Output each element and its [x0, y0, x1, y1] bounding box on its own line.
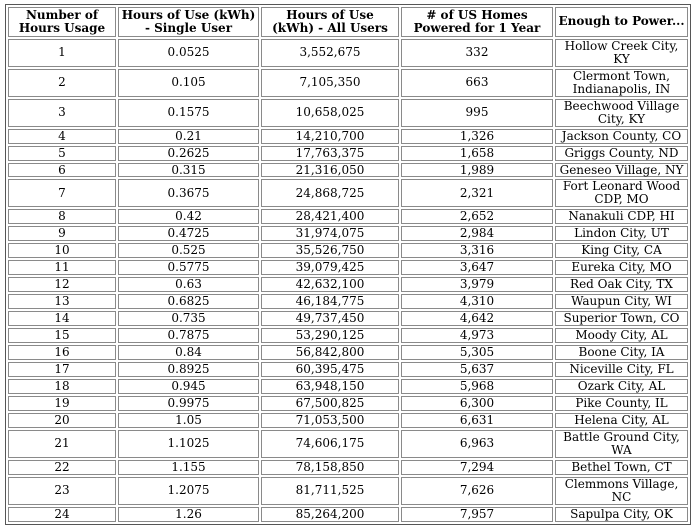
table-body [8, 39, 688, 522]
table-cell: 24,868,725 [261, 179, 399, 207]
table-cell: 6,631 [401, 413, 553, 428]
table-cell: 24 [8, 507, 116, 522]
table-cell: Niceville City, FL [555, 362, 688, 377]
table-cell: 11 [8, 260, 116, 275]
table-cell: 60,395,475 [261, 362, 399, 377]
table-cell: 7,626 [401, 477, 553, 505]
table-cell: 7,105,350 [261, 69, 399, 97]
table-cell: Griggs County, ND [555, 146, 688, 161]
table-cell: 332 [401, 39, 553, 67]
table-cell: 10,658,025 [261, 99, 399, 127]
table-cell: 74,606,175 [261, 430, 399, 458]
table-row [8, 345, 688, 360]
table-cell: 5,305 [401, 345, 553, 360]
table-cell: 78,158,850 [261, 460, 399, 475]
table-row [8, 163, 688, 178]
table-cell: Superior Town, CO [555, 311, 688, 326]
table-cell: 19 [8, 396, 116, 411]
table-cell: 0.7875 [118, 328, 259, 343]
table-cell: 0.105 [118, 69, 259, 97]
table-cell: Red Oak City, TX [555, 277, 688, 292]
table-cell: 3,647 [401, 260, 553, 275]
table-cell: 3,552,675 [261, 39, 399, 67]
table-cell: 3 [8, 99, 116, 127]
table-cell: 0.3675 [118, 179, 259, 207]
table-cell: Jackson County, CO [555, 129, 688, 144]
table-cell: 17,763,375 [261, 146, 399, 161]
table-row [8, 362, 688, 377]
table-cell: 0.63 [118, 277, 259, 292]
table-cell: Boone City, IA [555, 345, 688, 360]
table-cell: 1,989 [401, 163, 553, 178]
header-row [8, 7, 688, 37]
table-row [8, 477, 688, 505]
table-cell: Pike County, IL [555, 396, 688, 411]
table-cell: 0.4725 [118, 226, 259, 241]
table-row [8, 277, 688, 292]
table-cell: Sapulpa City, OK [555, 507, 688, 522]
table-row [8, 328, 688, 343]
table-cell: Nanakuli CDP, HI [555, 209, 688, 224]
table-cell: Fort Leonard Wood CDP, MO [555, 179, 688, 207]
table-cell: 4,310 [401, 294, 553, 309]
table-cell: Waupun City, WI [555, 294, 688, 309]
table-cell: 7 [8, 179, 116, 207]
table-row [8, 99, 688, 127]
table-cell: 3,979 [401, 277, 553, 292]
table-header [8, 7, 688, 37]
table-cell: Ozark City, AL [555, 379, 688, 394]
table-cell: 0.6825 [118, 294, 259, 309]
table-row [8, 311, 688, 326]
table-cell: 21,316,050 [261, 163, 399, 178]
table-cell: 20 [8, 413, 116, 428]
table-cell: Hollow Creek City, KY [555, 39, 688, 67]
table-cell: Helena City, AL [555, 413, 688, 428]
table-row [8, 39, 688, 67]
table-cell: 63,948,150 [261, 379, 399, 394]
table-cell: 5 [8, 146, 116, 161]
table-cell: 21 [8, 430, 116, 458]
table-cell: 1.26 [118, 507, 259, 522]
table-cell: 663 [401, 69, 553, 97]
table-cell: 14 [8, 311, 116, 326]
table-row [8, 413, 688, 428]
table-cell: 5,968 [401, 379, 553, 394]
table-cell: 49,737,450 [261, 311, 399, 326]
table-cell: 23 [8, 477, 116, 505]
table-row [8, 379, 688, 394]
table-cell: 15 [8, 328, 116, 343]
table-cell: 6,963 [401, 430, 553, 458]
table-cell: 4,973 [401, 328, 553, 343]
table-cell: 2,984 [401, 226, 553, 241]
table-cell: Battle Ground City, WA [555, 430, 688, 458]
table-cell: 5,637 [401, 362, 553, 377]
table-cell: 2,652 [401, 209, 553, 224]
table-cell: Lindon City, UT [555, 226, 688, 241]
table-cell: 1.1025 [118, 430, 259, 458]
table-cell: 0.525 [118, 243, 259, 258]
table-cell: 2,321 [401, 179, 553, 207]
table-cell: 42,632,100 [261, 277, 399, 292]
table-cell: 1,658 [401, 146, 553, 161]
table-cell: 0.21 [118, 129, 259, 144]
table-row [8, 507, 688, 522]
table-cell: 16 [8, 345, 116, 360]
header-number-of-hours-usage: Number of Hours Usage [8, 7, 116, 37]
table-cell: 14,210,700 [261, 129, 399, 144]
header-hours-of-use-single-user: Hours of Use (kWh) - Single User [118, 7, 259, 37]
table-cell: 4,642 [401, 311, 553, 326]
table-cell: 56,842,800 [261, 345, 399, 360]
table-cell: 0.0525 [118, 39, 259, 67]
table-cell: Clermont Town, Indianapolis, IN [555, 69, 688, 97]
hours-usage-table [5, 4, 691, 525]
table-cell: 0.315 [118, 163, 259, 178]
table-cell: 1.2075 [118, 477, 259, 505]
table-cell: 2 [8, 69, 116, 97]
table-cell: 1.05 [118, 413, 259, 428]
table-row [8, 146, 688, 161]
table-row [8, 430, 688, 458]
table-cell: 7,294 [401, 460, 553, 475]
table-cell: 18 [8, 379, 116, 394]
table-cell: 6 [8, 163, 116, 178]
table-cell: 0.5775 [118, 260, 259, 275]
table-row [8, 243, 688, 258]
table-cell: 39,079,425 [261, 260, 399, 275]
table-row [8, 260, 688, 275]
table-cell: 995 [401, 99, 553, 127]
table-cell: 0.84 [118, 345, 259, 360]
table-cell: 10 [8, 243, 116, 258]
table-cell: 67,500,825 [261, 396, 399, 411]
table-cell: Geneseo Village, NY [555, 163, 688, 178]
table-row [8, 179, 688, 207]
table-cell: 7,957 [401, 507, 553, 522]
table-cell: 1 [8, 39, 116, 67]
table-cell: 71,053,500 [261, 413, 399, 428]
table-row [8, 129, 688, 144]
table-cell: Moody City, AL [555, 328, 688, 343]
table-cell: 12 [8, 277, 116, 292]
header-enough-to-power: Enough to Power... [555, 7, 688, 37]
table-cell: 28,421,400 [261, 209, 399, 224]
table-cell: King City, CA [555, 243, 688, 258]
table-cell: 3,316 [401, 243, 553, 258]
page [0, 4, 690, 521]
table-cell: 0.8925 [118, 362, 259, 377]
table-cell: 0.945 [118, 379, 259, 394]
table-cell: 6,300 [401, 396, 553, 411]
table-cell: 0.1575 [118, 99, 259, 127]
table-cell: 46,184,775 [261, 294, 399, 309]
table-cell: 31,974,075 [261, 226, 399, 241]
table-cell: 1,326 [401, 129, 553, 144]
table-cell: 0.9975 [118, 396, 259, 411]
table-row [8, 69, 688, 97]
table-cell: Eureka City, MO [555, 260, 688, 275]
table-cell: Bethel Town, CT [555, 460, 688, 475]
table-cell: 0.2625 [118, 146, 259, 161]
table-row [8, 460, 688, 475]
table-cell: 0.42 [118, 209, 259, 224]
table-cell: 4 [8, 129, 116, 144]
table-row [8, 294, 688, 309]
table-cell: 8 [8, 209, 116, 224]
table-cell: 85,264,200 [261, 507, 399, 522]
table-cell: 13 [8, 294, 116, 309]
header-hours-of-use-all-users: Hours of Use (kWh) - All Users [261, 7, 399, 37]
table-cell: 53,290,125 [261, 328, 399, 343]
header-us-homes-powered: # of US Homes Powered for 1 Year [401, 7, 553, 37]
table-row [8, 396, 688, 411]
table-cell: 0.735 [118, 311, 259, 326]
table-cell: 22 [8, 460, 116, 475]
table-cell: 9 [8, 226, 116, 241]
table-cell: Beechwood Village City, KY [555, 99, 688, 127]
table-row [8, 209, 688, 224]
table-cell: 81,711,525 [261, 477, 399, 505]
table-cell: 35,526,750 [261, 243, 399, 258]
table-cell: 1.155 [118, 460, 259, 475]
table-row [8, 226, 688, 241]
table-cell: Clemmons Village, NC [555, 477, 688, 505]
table-cell: 17 [8, 362, 116, 377]
